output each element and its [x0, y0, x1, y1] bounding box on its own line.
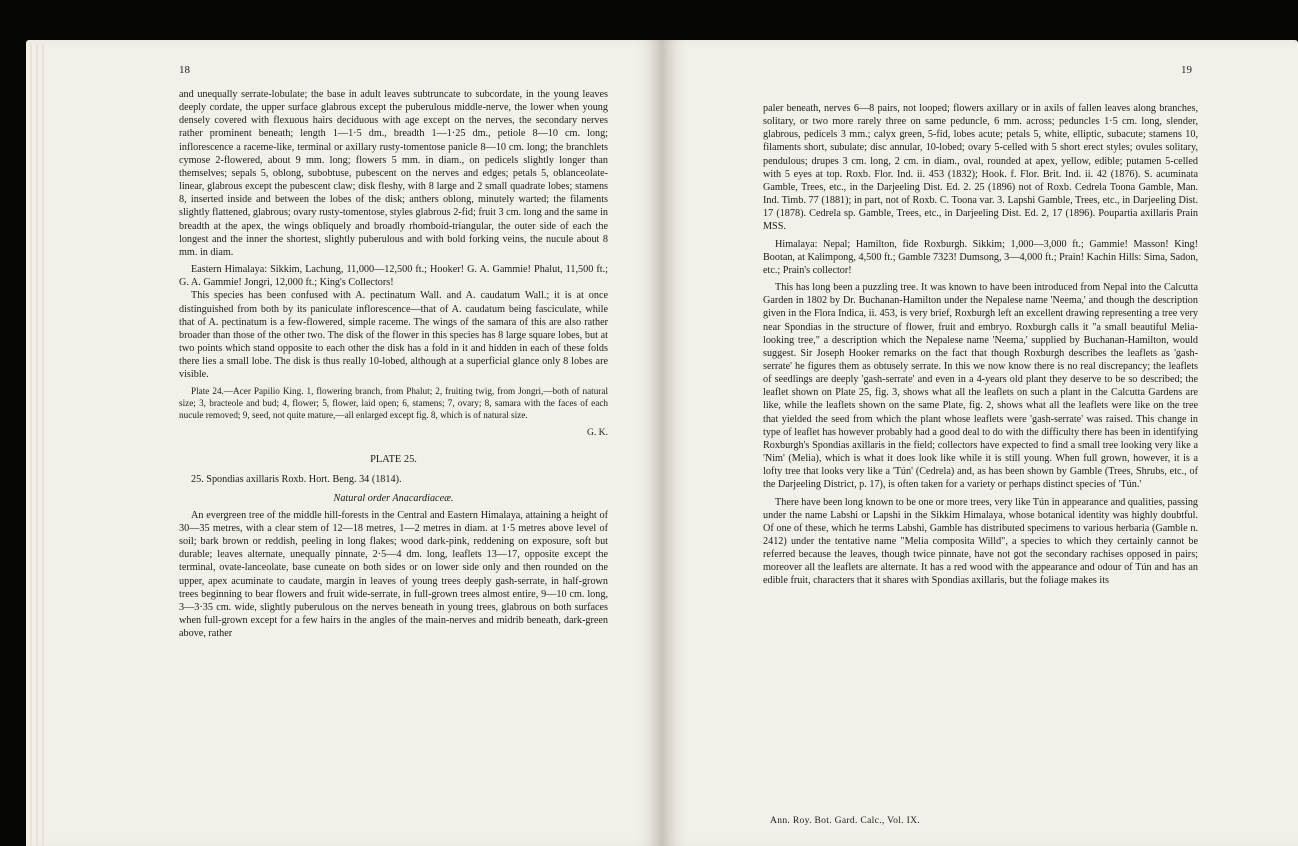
- paragraph: Eastern Himalaya: Sikkim, Lachung, 11,000—12,500 ft.; Hooker! G. A. Gammie! Phalut, 11,500 ft.; G. A. Gammie! Jongri, 12,000 ft.; King's Collectors!: [179, 264, 608, 289]
- left-page-text: [179, 88, 608, 640]
- plate-heading: PLATE 25.: [370, 454, 417, 466]
- author-initials: G. K.: [586, 427, 608, 439]
- paragraph: Himalaya: Nepal; Hamilton, fide Roxburgh. Sikkim; 1,000—3,000 ft.; Gammie! Masson! King! Bootan, at Kalimpong, 4,500 ft.; Gamble 7323! Dumsong, 3—4,000 ft.; Prain! Kachin Hills: Sima, Sadon, etc.; Prain's collector!: [763, 238, 1198, 276]
- natural-order: Natural order Anacardiaceæ.: [333, 492, 454, 504]
- right-page-text: [763, 102, 1198, 588]
- left-page-number: 18: [179, 64, 190, 76]
- paragraph: An evergreen tree of the middle hill-forests in the Central and Eastern Himalaya, attaining a height of 30—35 metres, with a clear stem of 12—18 metres, 1—2 metres in diam. at 1·5 metres above level of soil; bark brown or reddish, peeling in long flakes; wood dark-pink, reddening on exposure, soft but durable; leaves alternate, unequally pinnate, 2·5—4 dm. long, leaflets 13—17, opposite except the terminal, ovate-lanceolate, base cuneate on both sides or on lower side only and then rounded on the upper, apex acuminate to caudate, margin in leaves of young trees deeply gash-serrate, in half-grown trees beginning to bear flowers and fruit wide-serrate, in full-grown trees almost entire, 9—10 cm. long, 3—3·35 cm. wide, slightly puberulous on the nerves beneath in young trees, glabrous on both surfaces when full-grown except for a few hairs in the angles of the main-nerves and midrib beneath, dark-green above, rather: [179, 509, 608, 640]
- page-edge: [36, 44, 38, 846]
- paragraph: and unequally serrate-lobulate; the base in adult leaves subtruncate to subcordate, in the young leaves deeply cordate, the upper surface glabrous except the puberulous middle-nerve, the lower when young densely covered with flexuous hairs deciduous with age except on the nerves, the secondary nerves rather prominent beneath; length 1—1·5 dm., breadth 1—1·25 dm., petiole 8—10 cm. long; inflorescence a raceme-like, terminal or axillary rusty-tomentose panicle 8—10 cm. long; the branchlets cymose 2-flowered, about 9 mm. long; flowers 5 mm. in diam., on pedicels slightly longer than themselves; sepals 5, oblong, subobtuse, pubescent on the nerves and edges; petals 5, oblanceolate-linear, glabrous except the pubescent claw; disk fleshy, with 8 large and 2 small quadrate lobes; stamens 8, inserted inside and between the lobes of the disk; anthers oblong, minutely warted; the filaments slightly flattened, glabrous; ovary rusty-tomentose, styles glabrous 2-fid; fruit 3 cm. long and the same in breadth at the apex, the wings obliquely and broadly rhomboid-triangular, the outer side of each the longest and the inner the shortest, slightly puberulous and with bold forking veins, the nucule about 8 mm. in diam.: [179, 89, 608, 258]
- page-edge: [30, 44, 32, 846]
- page-edge: [42, 44, 44, 846]
- journal-footer: Ann. Roy. Bot. Gard. Calc., Vol. IX.: [770, 815, 920, 826]
- paragraph: This has long been a puzzling tree. It was known to have been introduced from Nepal into the Calcutta Garden in 1802 by Dr. Buchanan-Hamilton under the Nepalese name 'Neema,' and though the description given in the Flora Indica, ii. 453, is very brief, Roxburgh left an excellent drawing representing a tree very near Spondias in the structure of flower, fruit and embryo. Roxburgh calls it "a small beautiful Melia-looking tree," a description which the Nepalese name 'Neema,' supplied by Buchanan-Hamilton, would suggest. Sir Joseph Hooker remarks on the fact that though Roxburgh describes the leaflets as 'gash-serrate' he figures them as obtusely serrate. In this we now know there is no real discrepancy; the leaflets of seedlings are deeply 'gash-serrate' and even in a 4-years old plant they deserve to be so described; the leaflet shown on Plate 25, fig. 3, shows what all the leaflets on such a plant in the Calcutta Gardens are like, while the leaflets shown on the same Plate, fig. 2, shows what all the leaflets were like on the tree that yielded the seed from which the plant whose leaflets were 'gash-serrate' was raised. This change in type of leaflet has however probably had a good deal to do with the difficulty there has been in identifying Roxburgh's Spondias axillaris in the field; collectors have expected to find a small tree looking very like a 'Nim' (Melia), which is what it does look like while it is still young. When full grown, however, it is a lofty tree that looks very like a 'Tún' (Cedrela) and, as has been shown by Gamble (Trees, Shrubs, etc., of the Darjeeling District, p. 17), is often taken for a variety or perhaps distinct species of 'Tún.': [763, 282, 1198, 491]
- plate-caption: Plate 24.—Acer Papilio King. 1, flowering branch, from Phalut; 2, fruiting twig, from Jongri,—both of natural size; 3, bracteole and bud; 4, flower; 5, flower, laid open; 6, stamens; 7, ovary; 8, samara with the faces of each nucule removed; 9, seed, not quite mature,—all enlarged except fig. 8, which is of natural size.: [179, 386, 608, 420]
- paragraph: This species has been confused with A. pectinatum Wall. and A. caudatum Wall.; it is at once distinguished from both by its paniculate inflorescence—that of A. caudatum being fasciculate, while that of A. pectinatum is a few-flowered, simple raceme. The wings of the samara of this are also rather broader than those of the other two. The disk of the flower in this species has 8 large square lobes, but at two points which stand opposite to each other the disk has a fold in it and hidden in each of these folds there lies a small lobe. The disk is thus really 10-lobed, although at a superficial glance only 8 lobes are visible.: [179, 290, 608, 381]
- right-page-number: 19: [1181, 64, 1192, 76]
- paragraph: paler beneath, nerves 6—8 pairs, not looped; flowers axillary or in axils of fallen leaves along branches, solitary, or two more rarely three on same peduncle, 6 mm. across; peduncles 1·5 cm. long, slender, glabrous, pedicels 3 mm.; calyx green, 5-fid, lobes acute; petals 5, white, elliptic, subacute; stamens 10, filaments short, subulate; disc annular, 10-lobed; ovary 5-celled with 5 short erect styles; ovules solitary, pendulous; drupes 3 cm. long, 2 cm. in diam., oval, rounded at apex, yellow, edible; putamen 5-celled with 5 eyes at top. Roxb. Flor. Ind. ii. 453 (1832); Hook. f. Flor. Brit. Ind. ii. 42 (1876). S. acuminata Gamble, Trees, etc., in the Darjeeling Dist. Ed. 2. 25 (1896) not of Roxb. Cedrela Toona Gamble, Man. Ind. Timb. 77 (1881); in part, not of Roxb. C. Toona var. 3. Lapshi Gamble, Trees, etc., in Darjeeling Dist. 17 (1878). Cedrela sp. Gamble, Trees, etc., in Darjeeling Dist. Ed. 2, 17 (1896). Poupartia axillaris Prain MSS.: [763, 103, 1198, 233]
- paragraph: There have been long known to be one or more trees, very like Tún in appearance and qualities, passing under the name Labshi or Lapshi in the Sikkim Himalaya, whose botanical identity was highly doubtful. Of one of these, which he terms Labshi, Gamble has distributed specimens to various herbaria (Gamble n. 2412) under the tentative name "Melia composita Willd", a species to which they certainly cannot be referred because the leaves, though twice pinnate, have not got the secondary rachises opposed in pairs; moreover all the leaflets are alternate. It has a red wood with the appearance and odour of Tún and has an edible fruit, characters that it shares with Spondias axillaris, but the foliage makes its: [763, 496, 1199, 587]
- species-heading: 25. Spondias axillaris Roxb. Hort. Beng. 34 (1814).: [191, 473, 402, 485]
